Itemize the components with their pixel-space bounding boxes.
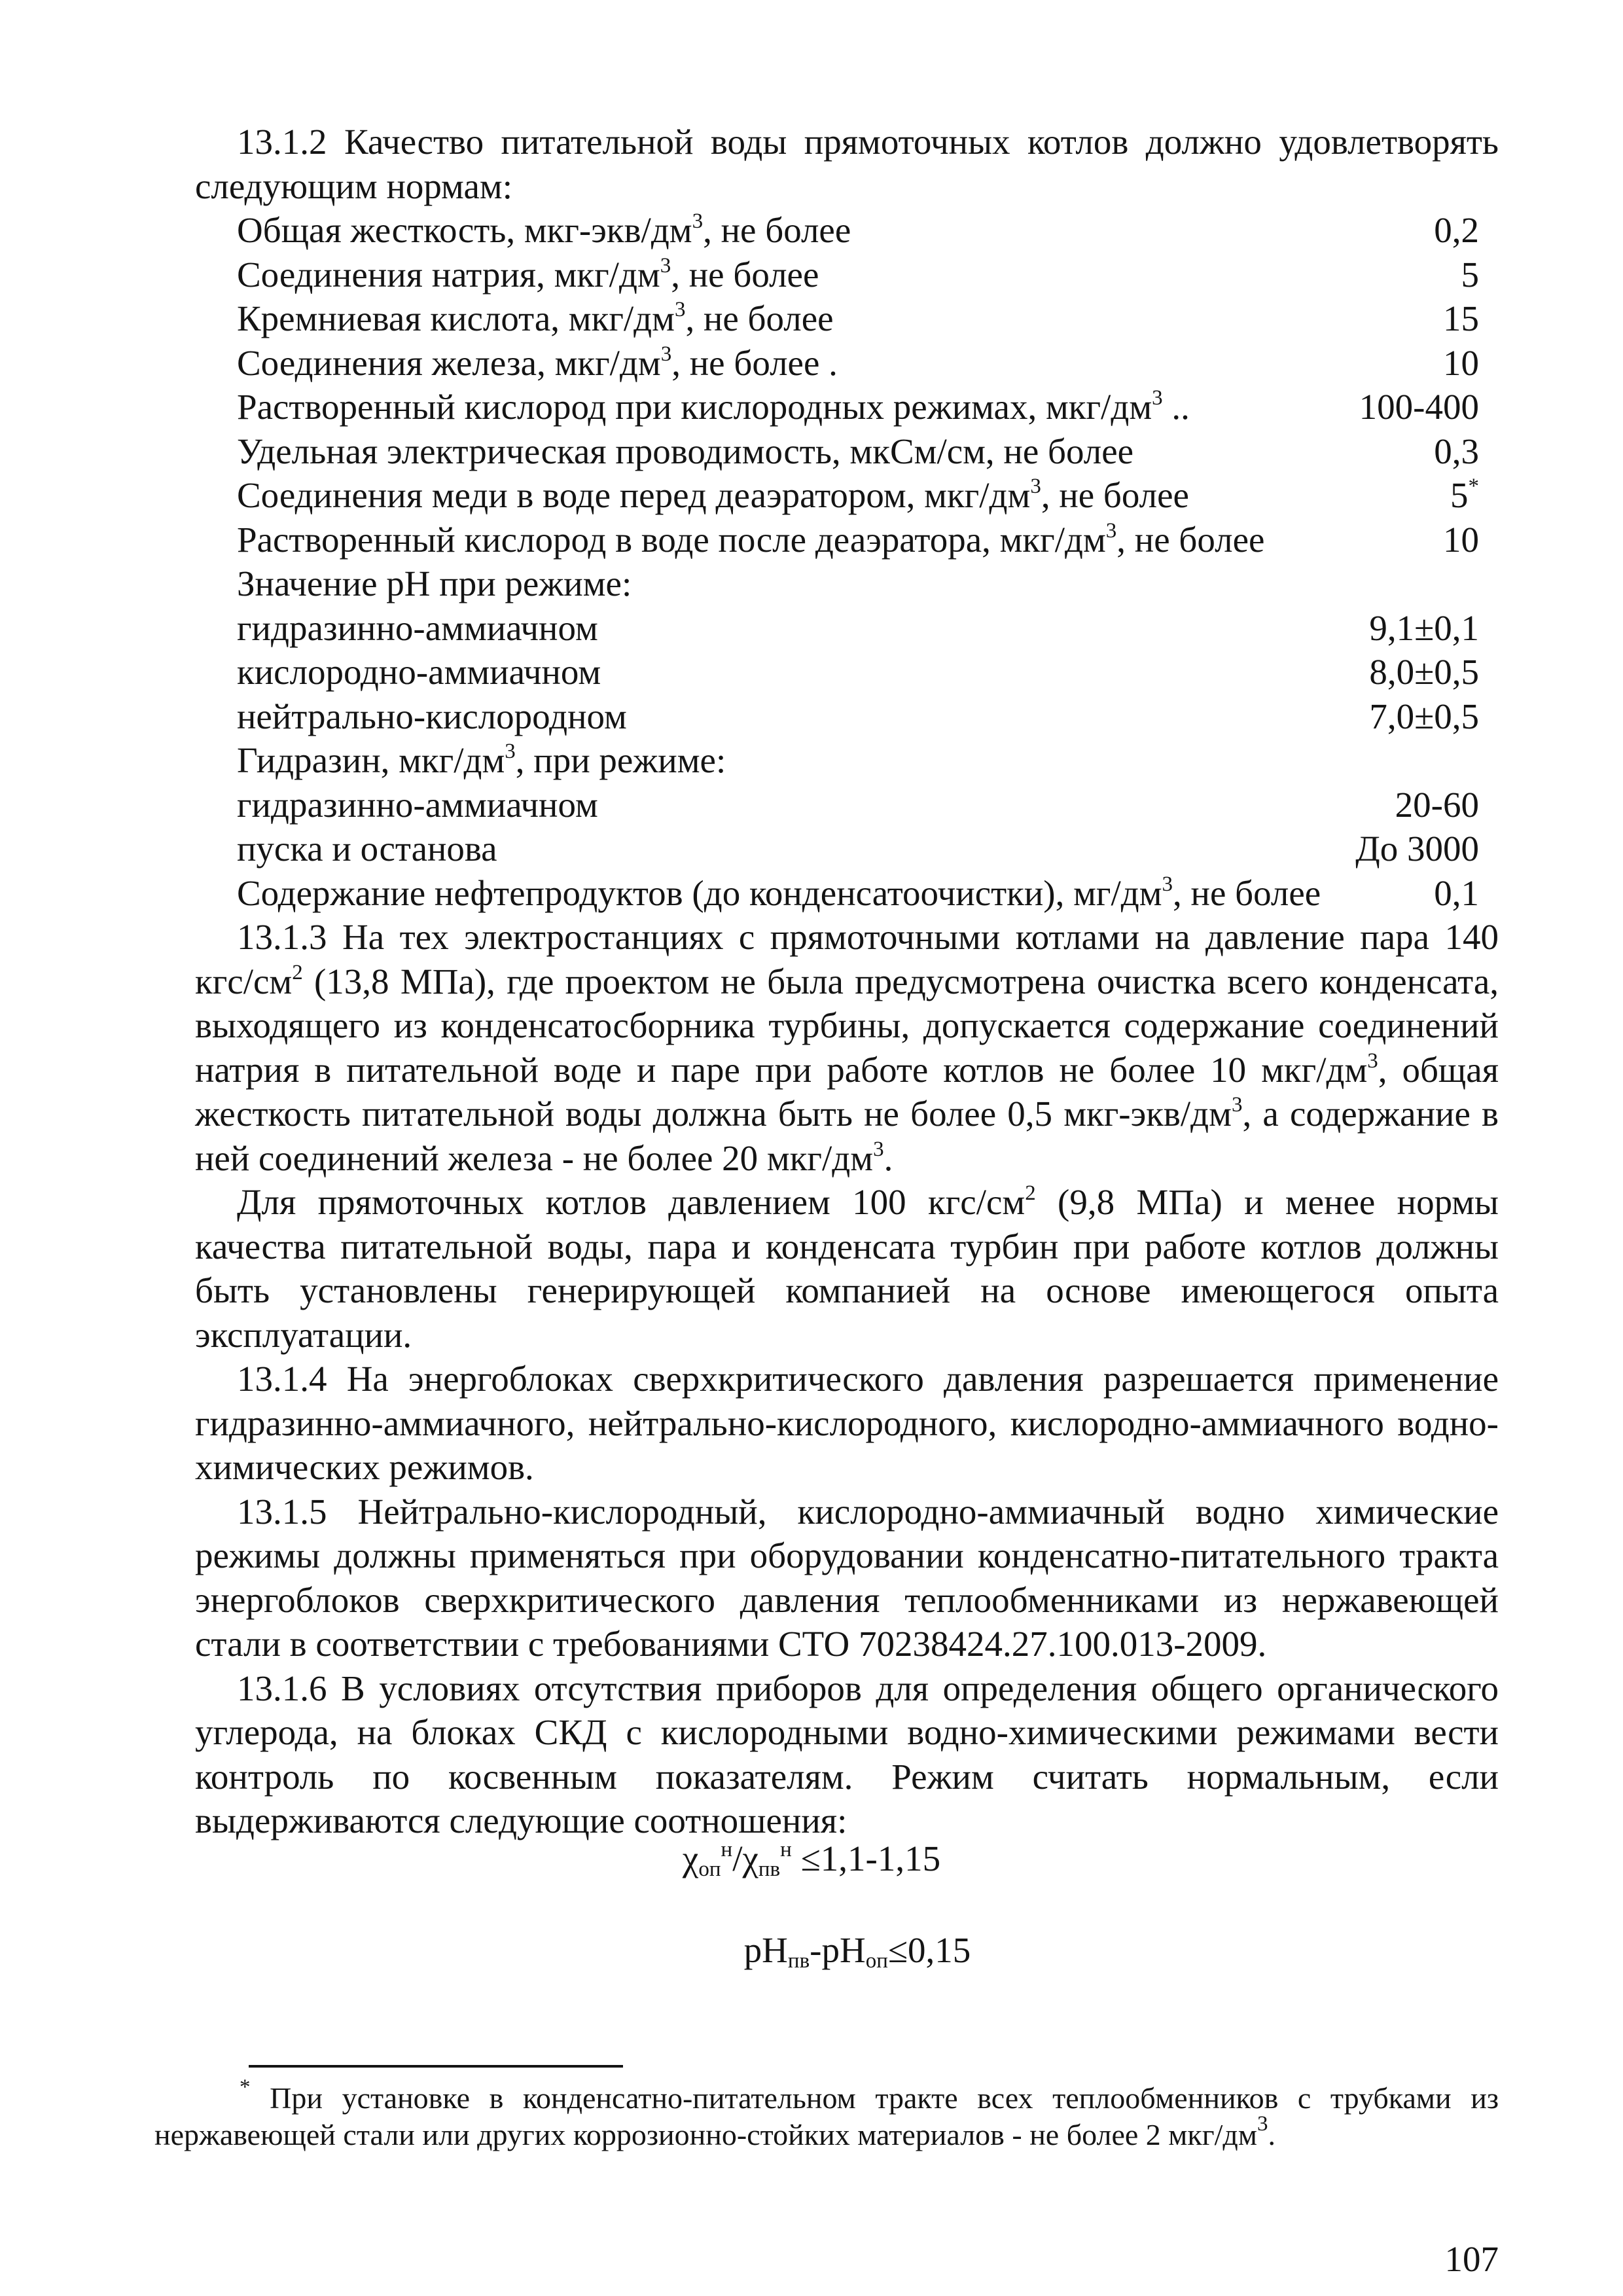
ph-difference-formula: $pH_{пв}-pH_{оп}\le 0,15$ — [743, 1930, 971, 1973]
requirement-label: Соединения железа, мкг/$дм^3$, не более . — [237, 342, 838, 383]
requirement-value: 9,1±0,1 — [1369, 607, 1479, 648]
requirement-label: Соединения натрия, мкг/$дм^3$, не более — [237, 253, 819, 295]
requirement-row — [195, 473, 1499, 518]
requirement-value: 10 — [1443, 342, 1479, 383]
requirement-row — [195, 783, 1499, 827]
requirement-value: 0,2 — [1434, 210, 1479, 250]
requirement-value: 10 — [1443, 519, 1479, 560]
footnote-marker: * — [1468, 475, 1479, 498]
footnote-separator — [249, 2065, 623, 2068]
requirement-row — [195, 694, 1499, 739]
requirement-value: 8,0±0,5 — [1369, 652, 1479, 692]
requirement-row — [195, 827, 1499, 871]
section-13-1-5-paragraph: 13.1.5 Нейтрально-кислородный, кислородно-аммиачный водно химические режимы должны применяться при оборудовании конденсатно-питательного тракта энергоблоков сверхкритического давления теплообменниками из нержавеющей стали в соответствии с требованиями СТО 70238424.27.100.013-2009. — [195, 1491, 1499, 1664]
feedwater-requirements-list — [195, 208, 1499, 915]
section-13-1-2-intro: 13.1.2 Качество питательной воды прямоточных котлов должно удовлетворять следующим нормам: — [195, 122, 1499, 206]
requirement-label: нейтрально-кислородном — [237, 696, 627, 736]
requirement-row — [195, 429, 1499, 474]
requirement-row — [195, 296, 1499, 341]
requirement-value: 5 — [1461, 254, 1479, 295]
requirement-label: пуска и останова — [237, 829, 497, 869]
requirement-value: 0,1 — [1434, 872, 1479, 913]
requirement-subheading — [195, 562, 1499, 606]
page-number: 107 — [1444, 2239, 1499, 2279]
requirement-label: Кремниевая кислота, мкг/$дм^3$, не более — [237, 298, 834, 338]
requirement-value: 15 — [1443, 298, 1479, 338]
requirement-value: 20-60 — [1395, 784, 1479, 825]
requirement-label: Содержание нефтепродуктов (до конденсатоочистки), $мг/дм^3$, не более — [237, 872, 1321, 913]
requirement-label: Значение pH при режиме: — [237, 564, 632, 603]
requirement-label: Гидразин, мкг/$дм^3$, при режиме: — [237, 740, 726, 780]
requirement-row — [195, 385, 1499, 429]
conductivity-ratio-formula: $\chi_{оп}^н/\chi_{пв}^н \le 1,1-1,15$ — [682, 1838, 941, 1881]
requirement-label: Удельная электрическая проводимость, мкСм/см, не более — [237, 431, 1134, 471]
requirement-row — [195, 650, 1499, 694]
requirement-label: Растворенный кислород в воде после деаэратора, мкг/$дм^3$, не более — [237, 518, 1265, 560]
requirement-value: До 3000 — [1355, 829, 1479, 869]
main-text — [195, 120, 1499, 1843]
requirement-row — [195, 871, 1499, 916]
section-13-1-6-paragraph: 13.1.6 В условиях отсутствия приборов для определения общего органического углерода, на блоках СКД с кислородными водно-химическими режимами вести контроль по косвенным показателям. Режим считать нормальным, если выдерживаются следующие соотношения: — [195, 1668, 1499, 1840]
footnote-mark: * — [240, 2075, 251, 2099]
requirement-label: гидразинно-аммиачном — [237, 607, 598, 648]
requirement-value: 7,0±0,5 — [1369, 696, 1479, 736]
requirement-row — [195, 253, 1499, 297]
requirement-value: 100-400 — [1359, 387, 1479, 427]
section-13-1-3-second-paragraph: Для прямоточных котлов давлением 100 кгс/$см^2$ (9,8 МПа) и менее нормы качества питательной воды, пара и конденсата турбин при работе котлов должны быть установлены генерирующей компанией на основе имеющегося опыта эксплуатации. — [195, 1181, 1499, 1355]
requirement-label: кислородно-аммиачном — [237, 652, 601, 692]
requirement-label: Соединения меди в воде перед деаэратором, мкг/$дм^3$, не более — [237, 475, 1189, 515]
requirement-label: Общая жесткость, мкг-$экв/дм^3$, не более — [237, 209, 851, 250]
section-13-1-3-paragraph: 13.1.3 На тех электростанциях с прямоточными котлами на давление пара 140 кгс/$см^2$ (13,8 МПа), где проектом не была предусмотрена очистка всего конденсата, выходящего из конденсатосборника турбины, допускается содержание соединений натрия в питательной воде и паре при работе котлов не более 10 мкг/$дм^3$, общая жесткость питательной воды должна быть не более 0,5 мкг-$экв/дм^3$, а содержание в ней соединений железа - не более 20 мкг/$дм^3$. — [195, 917, 1499, 1178]
section-13-1-4-paragraph: 13.1.4 На энергоблоках сверхкритического давления разрешается применение гидразинно-аммиачного, нейтрально-кислородного, кислородно-аммиачного водно-химических режимов. — [195, 1359, 1499, 1487]
requirement-label: Растворенный кислород при кислородных режимах, мкг/$дм^3$ .. — [237, 386, 1190, 427]
requirement-label: гидразинно-аммиачном — [237, 784, 598, 825]
requirement-row — [195, 606, 1499, 651]
requirement-row — [195, 341, 1499, 386]
footnote: * При установке в конденсатно-питательном тракте всех теплообменников с трубками из нержавеющей стали или других коррозионно-стойких материалов - не более 2 мкг/$дм^3$. — [154, 2075, 1499, 2151]
requirement-value: 5* — [1450, 475, 1479, 515]
requirement-value: 0,3 — [1434, 431, 1479, 471]
requirement-row — [195, 208, 1499, 253]
requirement-subheading — [195, 738, 1499, 783]
requirement-row — [195, 518, 1499, 562]
